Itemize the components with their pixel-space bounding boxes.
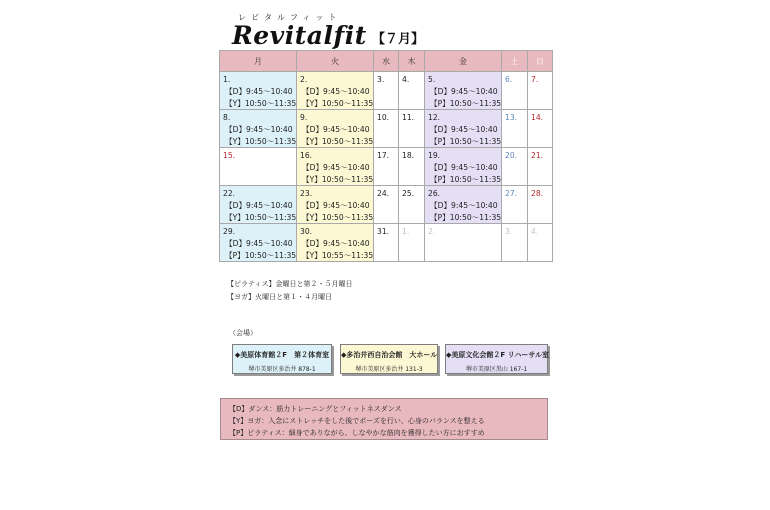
- date-number: 4.: [402, 75, 410, 84]
- class-time: 【P】10:50～11:35: [225, 251, 297, 260]
- class-time: 【D】9:45～10:40: [302, 87, 370, 96]
- class-time: 【Y】10:50～11:35: [302, 137, 374, 146]
- day-cell: [399, 72, 425, 110]
- date-number: 21.: [531, 151, 544, 160]
- date-number: 28.: [531, 189, 544, 198]
- date-number: 1.: [223, 75, 231, 84]
- day-cell: [528, 110, 553, 148]
- day-cell: [502, 110, 528, 148]
- date-number: 2.: [428, 227, 436, 236]
- class-time: 【D】9:45～10:40: [302, 239, 370, 248]
- legend-yoga: 【Y】ヨガ：入念にストレッチをした後でポーズを行い、心身のバランスを整える: [229, 417, 485, 425]
- weekday-header: 火: [297, 51, 374, 72]
- class-time: 【P】10:50～11:35: [430, 99, 502, 108]
- date-number: 23.: [300, 189, 313, 198]
- venue-card: [445, 344, 548, 374]
- date-number: 2.: [300, 75, 308, 84]
- month-title: 【７月】: [372, 32, 425, 47]
- day-cell: [502, 224, 528, 262]
- day-cell: [220, 110, 297, 148]
- brand-ruby: レビタルフィット: [238, 13, 342, 22]
- day-cell: [374, 186, 399, 224]
- venue-name: ◆美原文化会館２F リハーサル室: [446, 351, 550, 359]
- day-cell: [374, 148, 399, 186]
- date-number: 18.: [402, 151, 415, 160]
- weekday-header: 日: [528, 51, 553, 72]
- date-number: 5.: [428, 75, 436, 84]
- class-time: 【D】9:45～10:40: [430, 163, 498, 172]
- venue-address: 堺市美原区多治井 131-3: [355, 366, 423, 373]
- weekday-header: 木: [399, 51, 425, 72]
- date-number: 10.: [377, 113, 390, 122]
- date-number: 9.: [300, 113, 308, 122]
- date-number: 13.: [505, 113, 518, 122]
- class-time: 【D】9:45～10:40: [225, 125, 293, 134]
- date-number: 19.: [428, 151, 441, 160]
- date-number: 25.: [402, 189, 415, 198]
- date-number: 12.: [428, 113, 441, 122]
- day-cell: [399, 110, 425, 148]
- class-time: 【D】9:45～10:40: [302, 201, 370, 210]
- day-cell: [220, 148, 297, 186]
- venue-address: 堺市美原区黒山 167-1: [465, 366, 528, 373]
- date-number: 26.: [428, 189, 441, 198]
- class-time: 【Y】10:50～11:35: [225, 137, 297, 146]
- day-cell: [425, 186, 502, 224]
- venue-name: ◆多治井西自治会館 大ホール: [341, 351, 438, 359]
- date-number: 3.: [377, 75, 385, 84]
- class-time: 【D】9:45～10:40: [430, 125, 498, 134]
- day-cell: [528, 224, 553, 262]
- day-cell: [399, 186, 425, 224]
- date-number: 4.: [531, 227, 539, 236]
- day-cell: [297, 72, 374, 110]
- day-cell: [374, 72, 399, 110]
- weekday-header: 土: [502, 51, 528, 72]
- date-number: 30.: [300, 227, 313, 236]
- class-time: 【D】9:45～10:40: [430, 201, 498, 210]
- brand-logo: Revitalfit: [232, 21, 367, 50]
- date-number: 27.: [505, 189, 518, 198]
- day-cell: [374, 110, 399, 148]
- calendar-week: [220, 72, 553, 110]
- day-cell: [528, 72, 553, 110]
- class-time: 【P】10:50～11:35: [430, 175, 502, 184]
- day-cell: [528, 148, 553, 186]
- day-cell: [425, 110, 502, 148]
- date-number: 17.: [377, 151, 390, 160]
- date-number: 1.: [402, 227, 410, 236]
- weekday-header-row: [220, 51, 553, 72]
- day-cell: [502, 186, 528, 224]
- class-time: 【D】9:45～10:40: [430, 87, 498, 96]
- day-cell: [425, 224, 502, 262]
- calendar-week: [220, 186, 553, 224]
- day-cell: [297, 110, 374, 148]
- class-time: 【Y】10:50～11:35: [302, 175, 374, 184]
- day-cell: [297, 186, 374, 224]
- calendar-week: [220, 224, 553, 262]
- date-number: 6.: [505, 75, 513, 84]
- venue-address: 堺市美原区多治井 878-1: [248, 366, 316, 373]
- class-time: 【D】9:45～10:40: [225, 201, 293, 210]
- venue-name: ◆美原体育館２F 第２体育室: [234, 351, 330, 359]
- day-cell: [502, 148, 528, 186]
- day-cell: [297, 148, 374, 186]
- weekday-header: 金: [425, 51, 502, 72]
- date-number: 22.: [223, 189, 236, 198]
- date-number: 8.: [223, 113, 231, 122]
- legend-pilates: 【P】ピラティス：細身でありながら、しなやかな筋肉を獲得したい方におすすめ: [229, 429, 485, 437]
- day-cell: [374, 224, 399, 262]
- date-number: 3.: [505, 227, 513, 236]
- weekday-header: 水: [374, 51, 399, 72]
- day-cell: [297, 224, 374, 262]
- class-legend: [220, 398, 548, 440]
- day-cell: [220, 186, 297, 224]
- day-cell: [220, 224, 297, 262]
- date-number: 24.: [377, 189, 390, 198]
- date-number: 20.: [505, 151, 518, 160]
- pilates-schedule-note: 【ピラティス】金曜日と第２・５月曜日: [227, 280, 353, 288]
- calendar-week: [220, 110, 553, 148]
- date-number: 31.: [377, 227, 390, 236]
- class-time: 【P】10:50～11:35: [430, 213, 502, 222]
- page-header: [232, 12, 572, 48]
- class-time: 【D】9:45～10:40: [302, 163, 370, 172]
- class-time: 【D】9:45～10:40: [225, 239, 293, 248]
- date-number: 7.: [531, 75, 539, 84]
- day-cell: [220, 72, 297, 110]
- date-number: 16.: [300, 151, 313, 160]
- date-number: 29.: [223, 227, 236, 236]
- day-cell: [399, 148, 425, 186]
- calendar-week: [220, 148, 553, 186]
- date-number: 14.: [531, 113, 544, 122]
- class-time: 【Y】10:55～11:35: [302, 251, 374, 260]
- day-cell: [502, 72, 528, 110]
- legend-dance: 【D】ダンス：筋力トレーニングとフィットネスダンス: [229, 405, 402, 413]
- schedule-calendar: [219, 50, 553, 262]
- date-number: 15.: [223, 151, 236, 160]
- class-time: 【Y】10:50～11:35: [302, 99, 374, 108]
- day-cell: [425, 72, 502, 110]
- day-cell: [528, 186, 553, 224]
- yoga-schedule-note: 【ヨガ】火曜日と第１・４月曜日: [227, 293, 333, 301]
- day-cell: [425, 148, 502, 186]
- class-time: 【Y】10:50～11:35: [225, 213, 297, 222]
- venue-card: [232, 344, 332, 374]
- date-number: 11.: [402, 113, 415, 122]
- day-cell: [399, 224, 425, 262]
- weekday-header: 月: [220, 51, 297, 72]
- class-time: 【Y】10:50～11:35: [302, 213, 374, 222]
- venue-card: [340, 344, 438, 374]
- class-time: 【D】9:45～10:40: [302, 125, 370, 134]
- venue-section-label: （会場）: [229, 329, 257, 337]
- class-time: 【D】9:45～10:40: [225, 87, 293, 96]
- class-time: 【P】10:50～11:35: [430, 137, 502, 146]
- class-time: 【Y】10:50～11:35: [225, 99, 297, 108]
